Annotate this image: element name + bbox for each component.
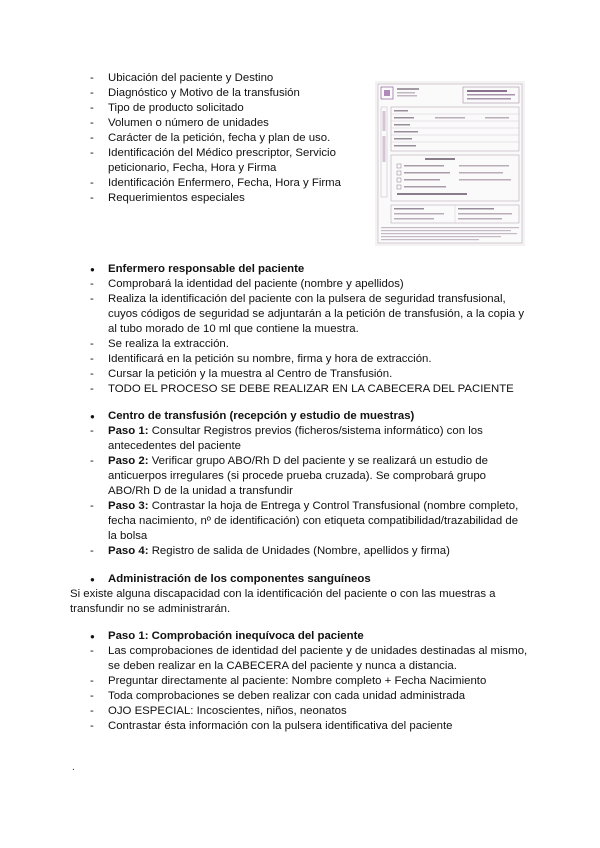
list-item: - Diagnóstico y Motivo de la transfusión [90, 86, 350, 101]
step-label: Paso 3: [108, 500, 149, 512]
section-heading: ● Administración de los componentes sanguíneos [90, 572, 530, 587]
list-item: - Tipo de producto solicitado [90, 101, 350, 116]
centro-transfusion-section [90, 409, 530, 559]
list-item: - TODO EL PROCESO SE DEBE REALIZAR EN LA CABECERA DEL PACIENTE [90, 382, 530, 397]
paso1-section [90, 629, 530, 734]
list-item: - Identificará en la petición su nombre, firma y hora de extracción. [90, 352, 530, 367]
paso1-list [90, 644, 530, 734]
list-item: - Cursar la petición y la muestra al Centro de Transfusión. [90, 367, 530, 382]
step-text: Consultar Registros previos (ficheros/sistema informático) con los antecedentes del paciente [108, 425, 483, 452]
list-item: - Preguntar directamente al paciente: Nombre completo + Fecha Nacimiento [90, 674, 530, 689]
list-item: - Identificación del Médico prescriptor, Servicio peticionario, Fecha, Hora y Firma [90, 146, 350, 176]
list-item: - Comprobará la identidad del paciente (nombre y apellidos) [90, 277, 530, 292]
list-item: - Realiza la identificación del paciente con la pulsera de seguridad transfusional, cuyos códigos de seguridad se adjuntarán a la petición de transfusión, a la copia y al tubo morado de 10 ml que contiene la muestra. [90, 292, 530, 337]
section-heading: ● Paso 1: Comprobación inequívoca del paciente [90, 629, 530, 644]
list-item: - Se realiza la extracción. [90, 337, 530, 352]
list-item [90, 424, 530, 454]
list-item [90, 544, 530, 559]
list-item [90, 499, 530, 544]
list-item: - Volumen o número de unidades [90, 116, 350, 131]
enfermero-list [90, 277, 530, 397]
list-item: - Contrastar ésta información con la pulsera identificativa del paciente [90, 719, 530, 734]
administracion-section [70, 572, 530, 617]
request-fields-list [90, 71, 350, 206]
list-item [90, 454, 530, 499]
step-label: Paso 4: [108, 545, 149, 557]
step-label: Paso 2: [108, 455, 149, 467]
administracion-paragraph: Si existe alguna discapacidad con la identificación del paciente o con las muestras a transfundir no se administrarán. [70, 588, 496, 615]
section-heading: ● Centro de transfusión (recepción y estudio de muestras) [90, 409, 530, 424]
list-item: - Identificación Enfermero, Fecha, Hora y Firma [90, 176, 350, 191]
list-item: - OJO ESPECIAL: Incoscientes, niños, neonatos [90, 704, 530, 719]
step-text: Verificar grupo ABO/Rh D del paciente y se realizará un estudio de anticuerpos irregulares (si procede prueba cruzada). Se comprobará grupo ABO/Rh D de la unidad a transfundir [108, 455, 488, 497]
transfusion-request-form-image [375, 81, 525, 246]
section-heading: ● Enfermero responsable del paciente [90, 262, 530, 277]
step-text: Registro de salida de Unidades (Nombre, apellidos y firma) [148, 545, 450, 557]
list-item: - Requerimientos especiales [90, 191, 350, 206]
centro-steps-list [90, 424, 530, 559]
list-item: - Ubicación del paciente y Destino [90, 71, 350, 86]
enfermero-section [90, 262, 530, 397]
list-item: - Las comprobaciones de identidad del paciente y de unidades destinadas al mismo, se deben realizar en la CABECERA del paciente y nunca a distancia. [90, 644, 530, 674]
step-label: Paso 1: [108, 425, 149, 437]
list-item: - Toda comprobaciones se deben realizar con cada unidad administrada [90, 689, 530, 704]
list-item: - Carácter de la petición, fecha y plan de uso. [90, 131, 350, 146]
footer-mark: . [72, 762, 75, 773]
step-text: Contrastar la hoja de Entrega y Control Transfusional (nombre completo, fecha nacimiento, nº de identificación) con etiqueta compatibilidad/trazabilidad de la bolsa [108, 500, 519, 542]
